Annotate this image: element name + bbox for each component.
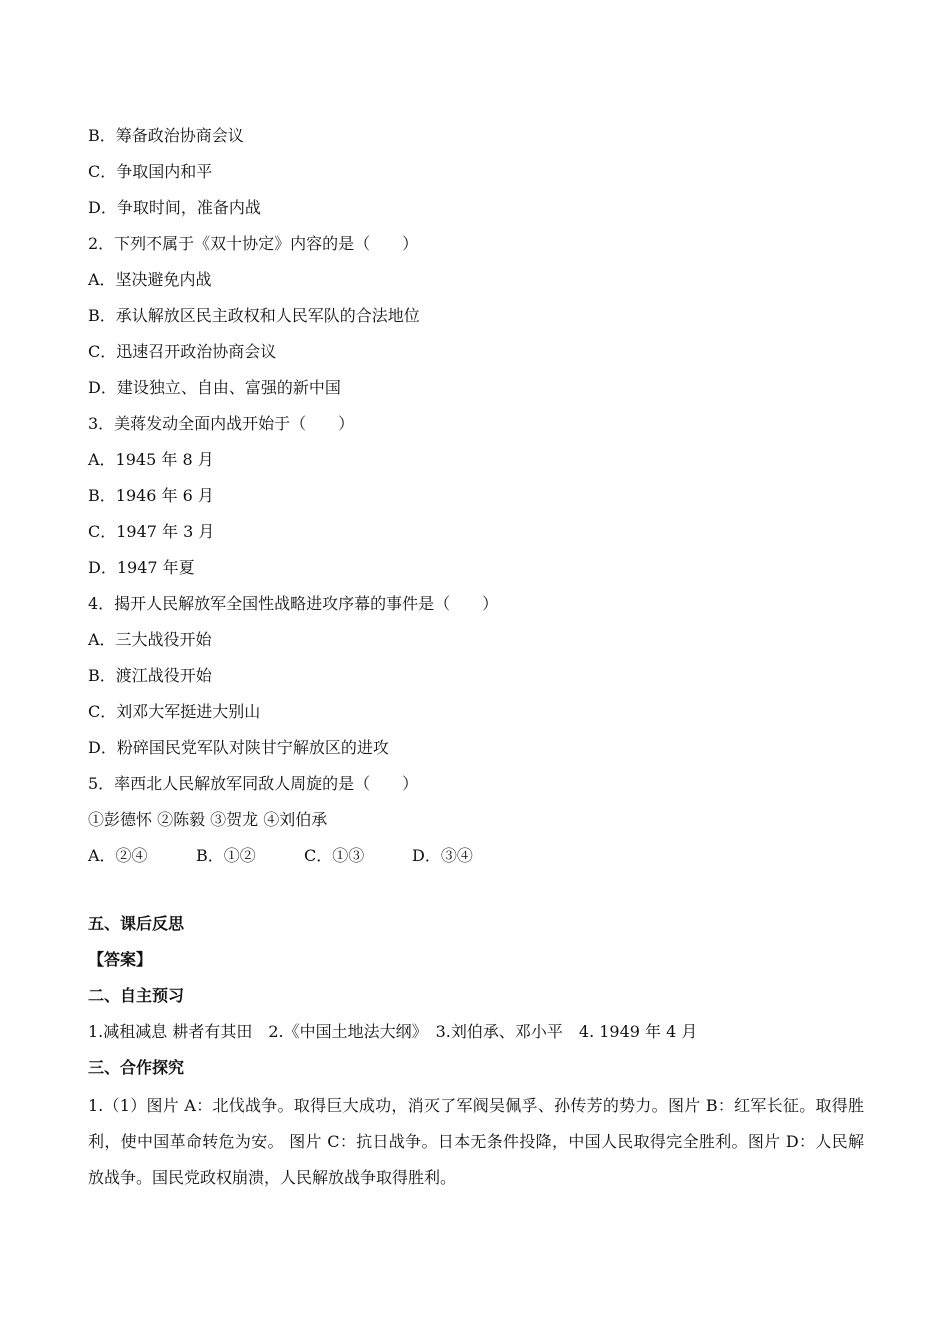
q3-option-b: B．1946 年 6 月 xyxy=(88,486,214,505)
q5-option-c: C．①③ xyxy=(304,846,365,865)
q2-option-d: D．建设独立、自由、富强的新中国 xyxy=(88,378,341,397)
explore-answers: 1.（1）图片 A：北伐战争。取得巨大成功，消灭了军阀吴佩孚、孙传芳的势力。图片 B：红军长征。取得胜利，使中国革命转危为安。 图片 C：抗日战争。日本无条件投降，中国人民取得完全胜利。图片 D：人民解放战争。国民党政权崩溃，人民解放战争取得胜利。 xyxy=(88,1096,864,1187)
q2-option-a: A．坚决避免内战 xyxy=(88,270,212,289)
q3-option-a: A．1945 年 8 月 xyxy=(88,450,214,469)
q5-options xyxy=(88,845,862,867)
preview-answers: 1.减租减息 耕者有其田 2.《中国土地法大纲》 3.刘伯承、邓小平 4. 1949 年 4 月 xyxy=(88,1022,698,1041)
q3-option-c: C．1947 年 3 月 xyxy=(88,522,215,541)
q4-option-d: D．粉碎国民党军队对陕甘宁解放区的进攻 xyxy=(88,738,389,757)
q5-option-a: A．②④ xyxy=(88,846,148,865)
question-5: 5．率西北人民解放军同敌人周旋的是（ ） xyxy=(88,774,419,793)
section-heading-preview: 二、自主预习 xyxy=(88,986,185,1005)
q4-option-b: B．渡江战役开始 xyxy=(88,666,212,685)
q4-option-c: C．刘邓大军挺进大别山 xyxy=(88,702,261,721)
answer-heading: 【答案】 xyxy=(88,950,153,969)
q2-option-c: C．迅速召开政治协商会议 xyxy=(88,342,277,361)
q5-statements: ①彭德怀 ②陈毅 ③贺龙 ④刘伯承 xyxy=(88,810,328,829)
q1-option-d: D．争取时间，准备内战 xyxy=(88,198,261,217)
q5-option-b: B．①② xyxy=(196,846,256,865)
section-heading-explore: 三、合作探究 xyxy=(88,1058,185,1077)
q1-option-b: B．筹备政治协商会议 xyxy=(88,126,244,145)
q1-option-c: C．争取国内和平 xyxy=(88,162,213,181)
q5-option-d: D．③④ xyxy=(412,846,473,865)
q2-option-b: B．承认解放区民主政权和人民军队的合法地位 xyxy=(88,306,420,325)
question-3: 3．美蒋发动全面内战开始于（ ） xyxy=(88,414,355,433)
q3-option-d: D．1947 年夏 xyxy=(88,558,195,577)
question-2: 2．下列不属于《双十协定》内容的是（ ） xyxy=(88,234,419,253)
section-heading-reflection: 五、课后反思 xyxy=(88,914,185,933)
question-4: 4．揭开人民解放军全国性战略进攻序幕的事件是（ ） xyxy=(88,594,499,613)
q4-option-a: A．三大战役开始 xyxy=(88,630,212,649)
